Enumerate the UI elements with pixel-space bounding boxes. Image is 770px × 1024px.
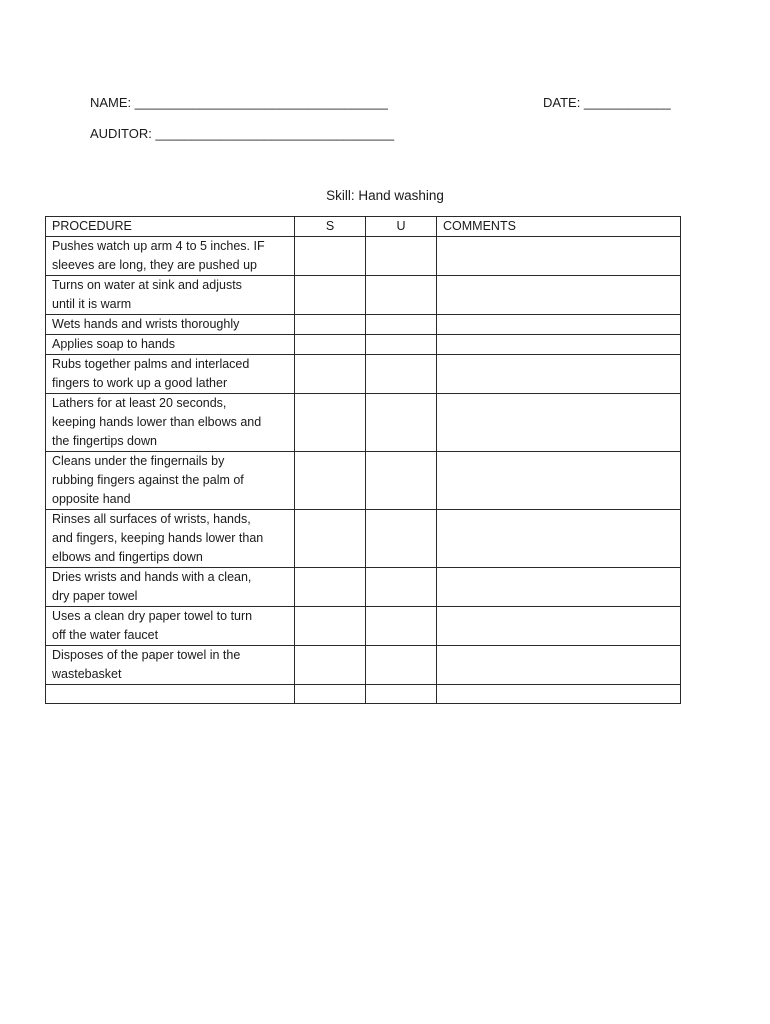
u-cell[interactable]: [366, 510, 437, 568]
procedure-line: Turns on water at sink and adjusts: [52, 278, 242, 292]
s-cell[interactable]: [295, 646, 366, 685]
s-cell[interactable]: [295, 355, 366, 394]
name-field: NAME: ___________________________________: [90, 95, 388, 110]
procedure-table: [45, 216, 681, 704]
comments-cell[interactable]: [437, 568, 681, 607]
procedure-line: rubbing fingers against the palm of: [52, 473, 244, 487]
procedure-line: the fingertips down: [52, 434, 157, 448]
comments-cell[interactable]: [437, 335, 681, 355]
procedure-line: Lathers for at least 20 seconds,: [52, 396, 227, 410]
skill-title: Skill: Hand washing: [326, 188, 444, 203]
comments-cell[interactable]: [437, 510, 681, 568]
s-cell[interactable]: [295, 315, 366, 335]
procedure-cell: [46, 315, 295, 335]
u-cell[interactable]: [366, 607, 437, 646]
procedure-cell: [46, 607, 295, 646]
procedure-line: elbows and fingertips down: [52, 550, 203, 564]
procedure-line: and fingers, keeping hands lower than: [52, 531, 264, 545]
table-row: [46, 315, 681, 335]
s-cell[interactable]: [295, 276, 366, 315]
procedure-line: Dries wrists and hands with a clean,: [52, 570, 252, 584]
table-row: [46, 394, 681, 452]
procedure-cell: [46, 394, 295, 452]
s-cell[interactable]: [295, 607, 366, 646]
procedure-cell[interactable]: [46, 685, 295, 704]
comments-cell[interactable]: [437, 685, 681, 704]
table-body: [46, 237, 681, 704]
u-cell[interactable]: [366, 355, 437, 394]
procedure-line: Rinses all surfaces of wrists, hands,: [52, 512, 251, 526]
s-cell[interactable]: [295, 568, 366, 607]
u-cell[interactable]: [366, 685, 437, 704]
s-cell[interactable]: [295, 510, 366, 568]
s-cell[interactable]: [295, 452, 366, 510]
s-cell[interactable]: [295, 237, 366, 276]
header-s: S: [295, 217, 366, 237]
table-row: [46, 646, 681, 685]
procedure-line: Applies soap to hands: [52, 337, 176, 351]
procedure-line: dry paper towel: [52, 589, 138, 603]
table-row: [46, 276, 681, 315]
header-u: U: [366, 217, 437, 237]
header-comments: COMMENTS: [437, 217, 681, 237]
procedure-cell: [46, 568, 295, 607]
auditor-field: AUDITOR: _________________________________: [90, 126, 395, 141]
procedure-line: Cleans under the fingernails by: [52, 454, 225, 468]
procedure-cell: [46, 646, 295, 685]
procedure-line: Wets hands and wrists thoroughly: [52, 317, 240, 331]
table-row-blank: [46, 685, 681, 704]
procedure-cell: [46, 452, 295, 510]
procedure-cell: [46, 355, 295, 394]
procedure-line: Rubs together palms and interlaced: [52, 357, 250, 371]
table-row: [46, 452, 681, 510]
procedure-line: opposite hand: [52, 492, 131, 506]
procedure-line: sleeves are long, they are pushed up: [52, 258, 257, 272]
procedure-line: off the water faucet: [52, 628, 159, 642]
table-header-row: [46, 217, 681, 237]
comments-cell[interactable]: [437, 607, 681, 646]
comments-cell[interactable]: [437, 315, 681, 335]
procedure-cell: [46, 276, 295, 315]
header-procedure: PROCEDURE: [46, 217, 295, 237]
comments-cell[interactable]: [437, 452, 681, 510]
comments-cell[interactable]: [437, 276, 681, 315]
s-cell[interactable]: [295, 394, 366, 452]
u-cell[interactable]: [366, 237, 437, 276]
table-row: [46, 607, 681, 646]
procedure-line: until it is warm: [52, 297, 132, 311]
u-cell[interactable]: [366, 276, 437, 315]
comments-cell[interactable]: [437, 237, 681, 276]
u-cell[interactable]: [366, 568, 437, 607]
procedure-line: Disposes of the paper towel in the: [52, 648, 241, 662]
table-row: [46, 355, 681, 394]
procedure-line: keeping hands lower than elbows and: [52, 415, 262, 429]
procedure-cell: [46, 510, 295, 568]
procedure-line: Uses a clean dry paper towel to turn: [52, 609, 253, 623]
u-cell[interactable]: [366, 315, 437, 335]
table-row: [46, 568, 681, 607]
procedure-line: fingers to work up a good lather: [52, 376, 228, 390]
procedure-line: Pushes watch up arm 4 to 5 inches. IF: [52, 239, 265, 253]
u-cell[interactable]: [366, 394, 437, 452]
procedure-cell: [46, 237, 295, 276]
u-cell[interactable]: [366, 452, 437, 510]
procedure-cell: [46, 335, 295, 355]
comments-cell[interactable]: [437, 394, 681, 452]
table-row: [46, 335, 681, 355]
comments-cell[interactable]: [437, 355, 681, 394]
u-cell[interactable]: [366, 646, 437, 685]
s-cell[interactable]: [295, 335, 366, 355]
date-field: DATE: ____________: [543, 95, 671, 110]
comments-cell[interactable]: [437, 646, 681, 685]
procedure-line: wastebasket: [52, 667, 122, 681]
table-row: [46, 237, 681, 276]
u-cell[interactable]: [366, 335, 437, 355]
table-row: [46, 510, 681, 568]
s-cell[interactable]: [295, 685, 366, 704]
